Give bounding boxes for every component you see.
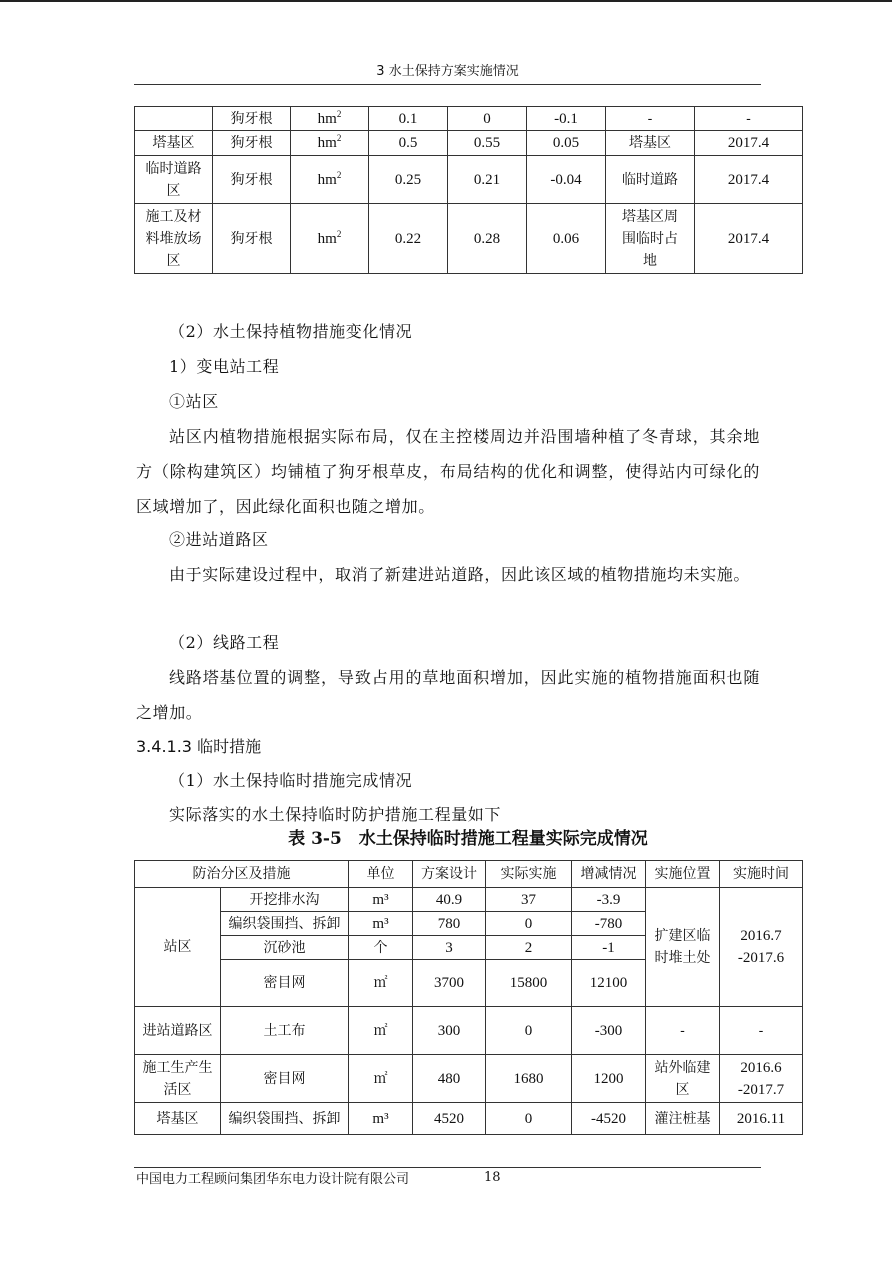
table-row: 施工及材料堆放场区 狗牙根 $hm^2$ 0.22 0.28 0.06 塔基区周围临时占地 2017.4 [135, 204, 803, 274]
subheading-temporary: （1）水土保持临时措施完成情况 [169, 771, 413, 790]
page-header: 3 水土保持方案实施情况 [134, 62, 761, 85]
footer-divider [134, 1167, 761, 1168]
page-number: 18 [484, 1170, 501, 1185]
section-heading: 3.4.1.3 临时措施 [136, 737, 262, 756]
table-row: 密目网 ㎡ 3700 15800 12100 [135, 960, 803, 1007]
table-row: 编织袋围挡、拆卸 m³ 780 0 -780 [135, 912, 803, 936]
paragraph-station-area: 站区内植物措施根据实际布局，仅在主控楼周边并沿围墙种植了冬青球，其余地方（除构建筑区）均铺植了狗牙根草皮，布局结构的优化和调整，使得站内可绿化的区域增加了，因此绿化面积也随之增加。 [136, 427, 760, 516]
paragraph-temporary-intro: 实际落实的水土保持临时防护措施工程量如下 [169, 805, 502, 824]
table-row: 沉砂池 个 3 2 -1 [135, 936, 803, 960]
temporary-measures-table [134, 860, 803, 1135]
paragraph-line-project: 线路塔基位置的调整，导致占用的草地面积增加，因此实施的植物措施面积也随之增加。 [136, 668, 760, 722]
footer-company: 中国电力工程顾问集团华东电力设计院有限公司 [136, 1172, 410, 1187]
table-row: 狗牙根 $hm^2$ 0.1 0 -0.1 - - [135, 107, 803, 131]
subheading-access-road: ②进站道路区 [169, 530, 269, 549]
subheading-substation: 1）变电站工程 [169, 357, 280, 376]
table-row: 塔基区 狗牙根 $hm^2$ 0.5 0.55 0.05 塔基区 2017.4 [135, 131, 803, 156]
subheading-plant-changes: （2）水土保持植物措施变化情况 [169, 322, 413, 341]
table-row: 进站道路区 土工布 ㎡ 300 0 -300 - - [135, 1007, 803, 1055]
paragraph-access-road: 由于实际建设过程中，取消了新建进站道路，因此该区域的植物措施均未实施。 [169, 565, 751, 584]
subheading-line-project: （2）线路工程 [169, 633, 280, 652]
table-header-row: 防治分区及措施 单位 方案设计 实际实施 增减情况 实施位置 实施时间 [135, 861, 803, 888]
table-row: 临时道路区 狗牙根 $hm^2$ 0.25 0.21 -0.04 临时道路 2017.4 [135, 156, 803, 204]
table-row: 站区 开挖排水沟 m³ 40.9 37 -3.9 扩建区临时堆土处 2016.7 -2017.6 [135, 888, 803, 912]
subheading-station-area: ①站区 [169, 392, 219, 411]
page-top-border [0, 0, 892, 2]
plant-measures-table [134, 106, 803, 274]
table-caption: 表 3-5 水土保持临时措施工程量实际完成情况 [288, 829, 648, 849]
table-row: 施工生产生活区 密目网 ㎡ 480 1680 1200 站外临建区 2016.6 -2017.7 [135, 1055, 803, 1103]
table-row: 塔基区 编织袋围挡、拆卸 m³ 4520 0 -4520 灌注桩基 2016.11 [135, 1103, 803, 1135]
